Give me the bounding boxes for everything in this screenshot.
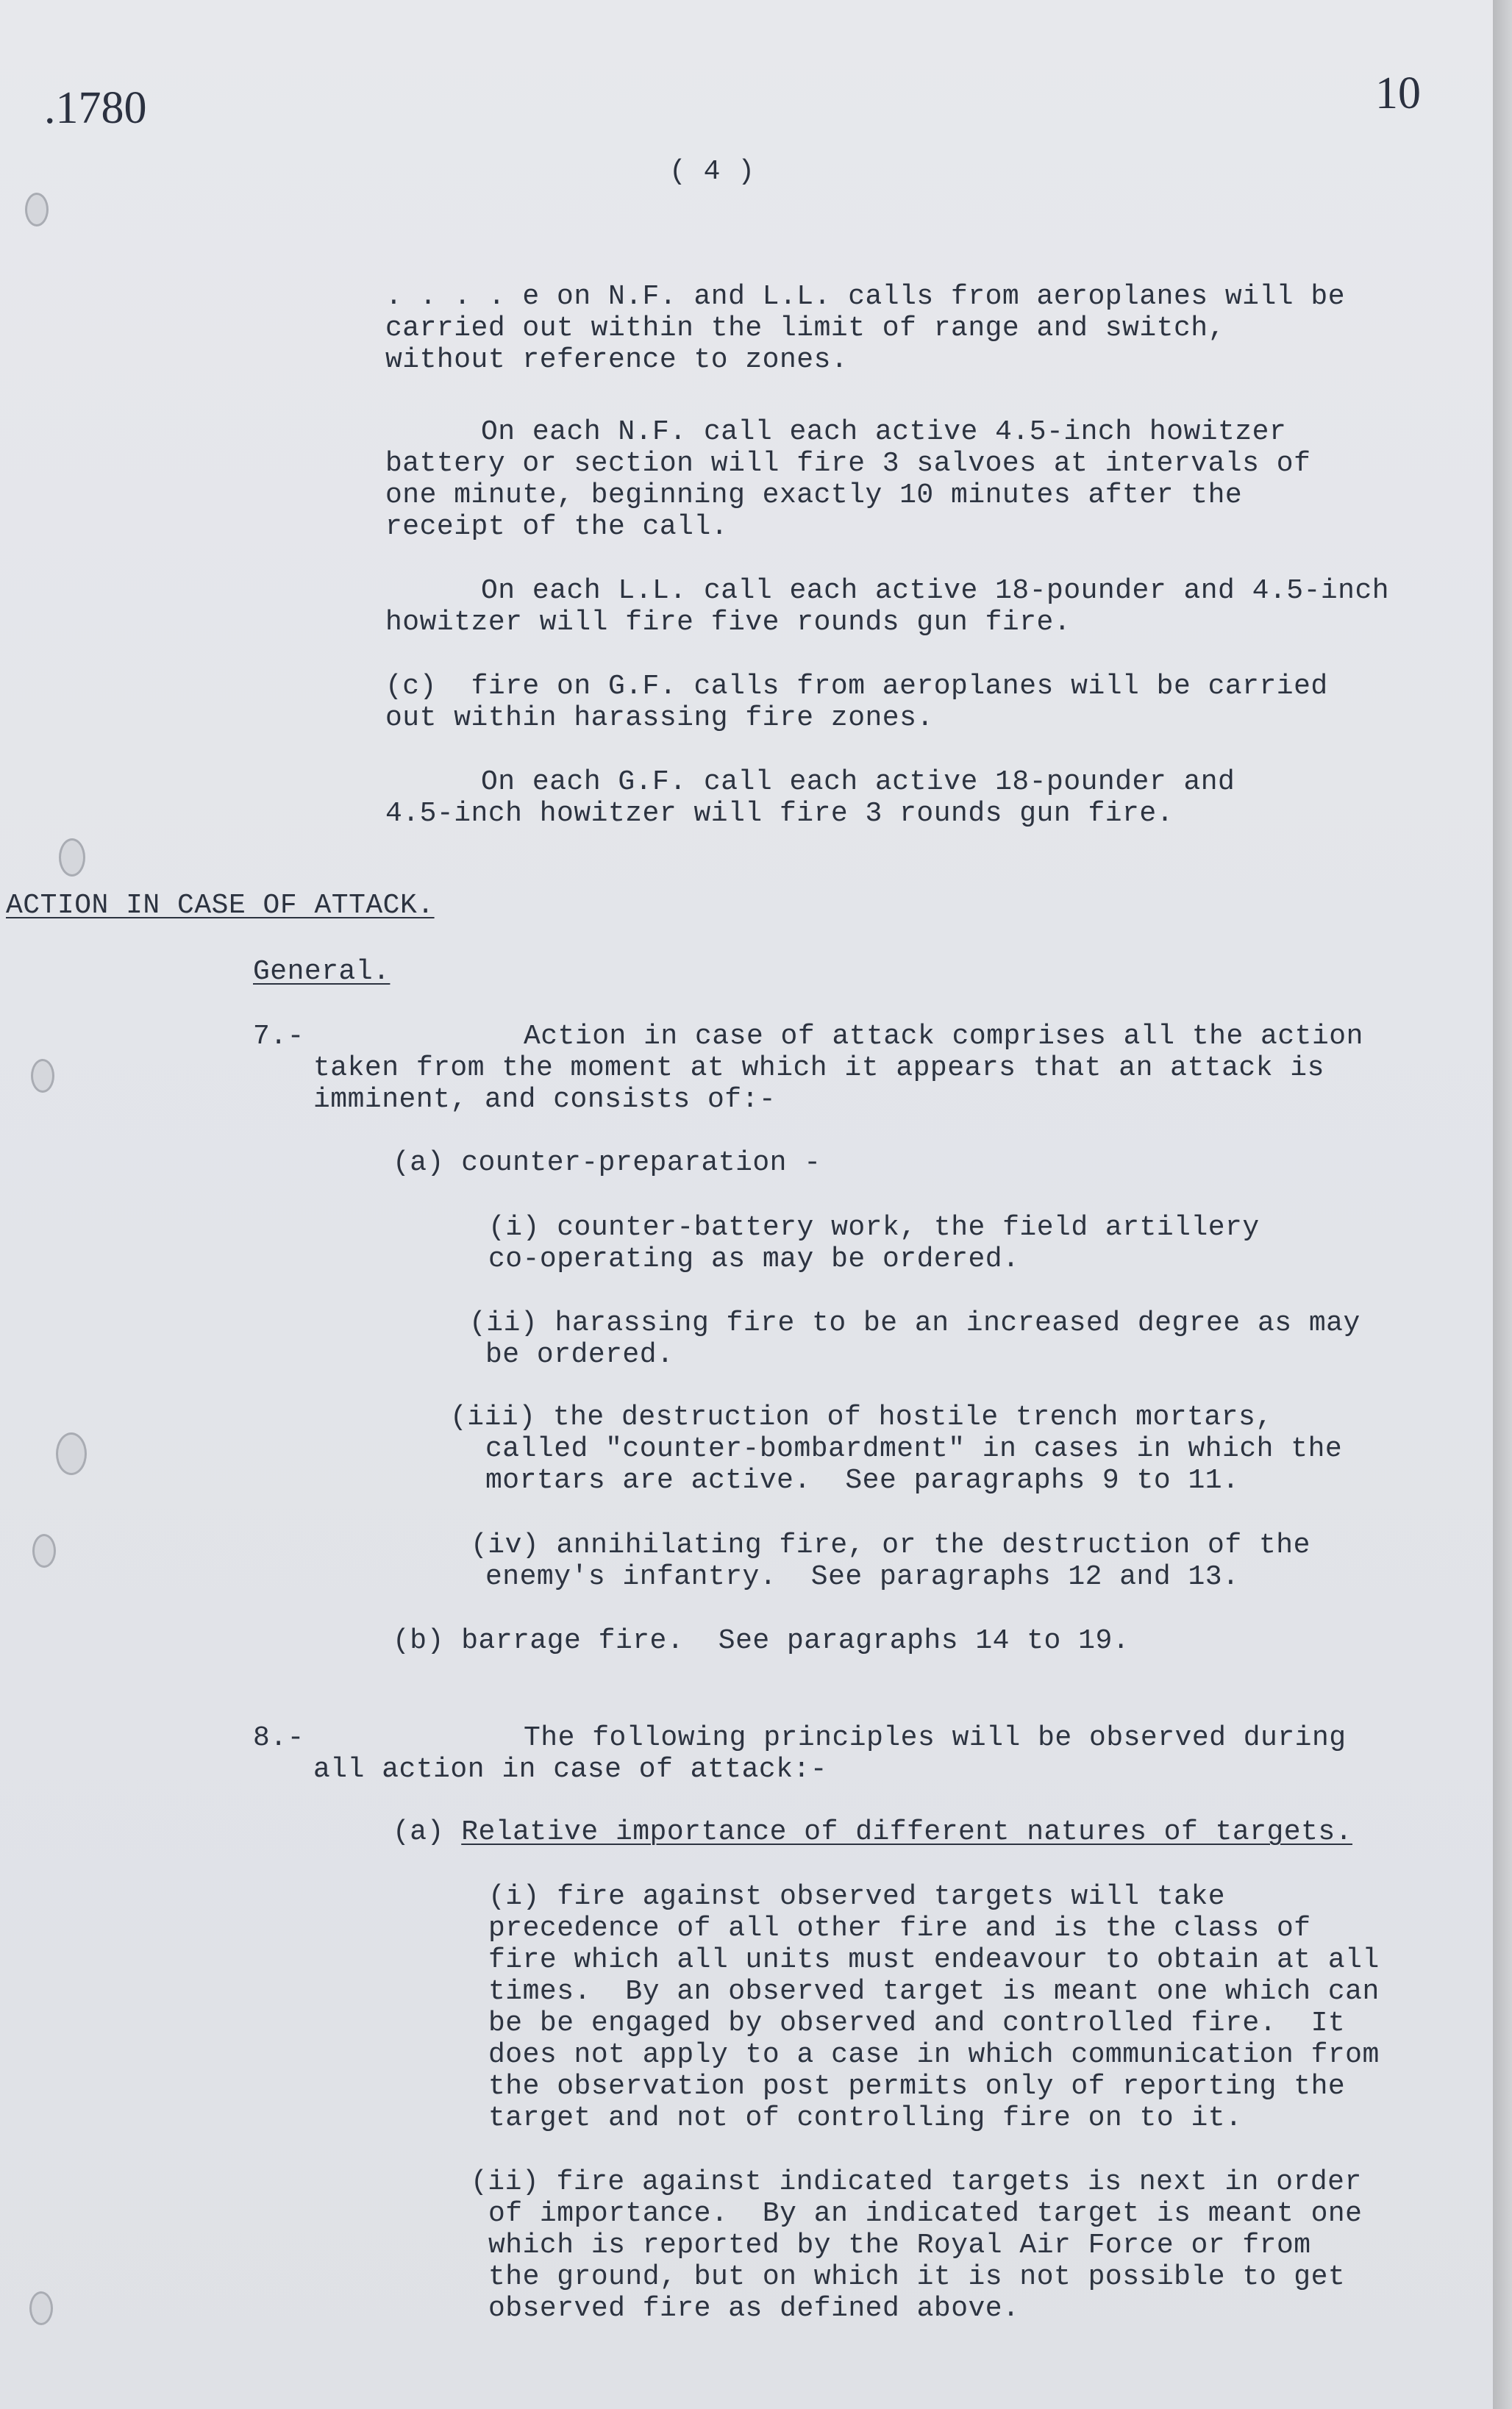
para8-line: The following principles will be observed during [524, 1722, 1347, 1754]
para8-sub-ii: the ground, but on which it is not possible to get [488, 2261, 1346, 2293]
para7-sub-ii: be ordered. [485, 1339, 674, 1371]
punch-hole [29, 2291, 53, 2325]
para7-sub-i: co-operating as may be ordered. [488, 1243, 1020, 1275]
paragraph-number: 7.- [253, 1021, 304, 1052]
folio-number: 10 [1375, 68, 1421, 118]
c-paragraph-line: out within harassing fire zones. [385, 702, 934, 734]
para7-sub-iii: (iii) the destruction of hostile trench mortars, [450, 1402, 1273, 1433]
para8-item-a [393, 1816, 1352, 1848]
para8-item-a-title: Relative importance of different natures of targets. [461, 1816, 1353, 1848]
page-edge [1493, 0, 1512, 2409]
nf-paragraph-line: receipt of the call. [385, 511, 729, 543]
para7-sub-ii: (ii) harassing fire to be an increased degree as may [469, 1307, 1361, 1339]
nf-paragraph-line: one minute, beginning exactly 10 minutes after the [385, 479, 1243, 511]
para7-item-a: (a) counter-preparation - [393, 1147, 821, 1179]
para8-item-a-prefix: (a) [393, 1816, 462, 1848]
para7-item-b: (b) barrage fire. See paragraphs 14 to 19. [393, 1625, 1130, 1657]
para7-sub-i: (i) counter-battery work, the field artillery [488, 1212, 1260, 1243]
ll-paragraph-line: On each L.L. call each active 18-pounder and 4.5-inch [481, 575, 1390, 607]
para8-sub-i: fire which all units must endeavour to obtain at all [488, 1944, 1380, 1976]
para8-sub-i: does not apply to a case in which communication from [488, 2039, 1380, 2071]
para8-sub-i: the observation post permits only of reporting the [488, 2071, 1346, 2102]
para8-sub-ii: of importance. By an indicated target is meant one [488, 2198, 1363, 2230]
para8-sub-i: target and not of controlling fire on to it. [488, 2102, 1243, 2134]
intro-line: carried out within the limit of range and switch, [385, 313, 1225, 344]
paragraph-number: 8.- [253, 1722, 304, 1754]
punch-hole [59, 838, 85, 877]
para7-sub-iii: mortars are active. See paragraphs 9 to 11. [485, 1465, 1240, 1496]
file-number: .1780 [44, 83, 147, 133]
intro-line: without reference to zones. [385, 344, 849, 376]
punch-hole [31, 1059, 54, 1093]
para7-sub-iv: (iv) annihilating fire, or the destruction of the [471, 1530, 1310, 1561]
para8-sub-ii: (ii) fire against indicated targets is next in order [471, 2166, 1362, 2198]
section-heading: ACTION IN CASE OF ATTACK. [6, 890, 435, 921]
gf-paragraph-line: On each G.F. call each active 18-pounder and [481, 766, 1235, 798]
para7-line: imminent, and consists of:- [313, 1084, 777, 1116]
intro-line: . . . . e on N.F. and L.L. calls from aeroplanes will be [385, 281, 1346, 313]
nf-paragraph-line: battery or section will fire 3 salvoes at intervals of [385, 448, 1311, 479]
ll-paragraph-line: howitzer will fire five rounds gun fire. [385, 607, 1071, 638]
gf-paragraph-line: 4.5-inch howitzer will fire 3 rounds gun fire. [385, 798, 1174, 829]
para8-sub-i: precedence of all other fire and is the class of [488, 1913, 1311, 1944]
para8-line: all action in case of attack:- [313, 1754, 828, 1785]
nf-paragraph-line: On each N.F. call each active 4.5-inch howitzer [481, 416, 1287, 448]
punch-hole [56, 1432, 87, 1475]
para7-line: taken from the moment at which it appears that an attack is [313, 1052, 1324, 1084]
section-subheading: General. [253, 956, 391, 988]
para7-line: Action in case of attack comprises all the action [524, 1021, 1363, 1052]
para8-sub-i: times. By an observed target is meant one which can [488, 1976, 1380, 2008]
para8-sub-ii: observed fire as defined above. [488, 2293, 1020, 2324]
para7-sub-iii: called "counter-bombardment" in cases in which the [485, 1433, 1343, 1465]
c-paragraph-line: (c) fire on G.F. calls from aeroplanes will be carried [385, 671, 1328, 702]
para7-sub-iv: enemy's infantry. See paragraphs 12 and 13. [485, 1561, 1240, 1593]
para8-sub-ii: which is reported by the Royal Air Force or from [488, 2230, 1311, 2261]
para8-sub-i: be be engaged by observed and controlled fire. It [488, 2008, 1346, 2039]
page-label: ( 4 ) [669, 156, 755, 188]
para8-sub-i: (i) fire against observed targets will take [488, 1881, 1226, 1913]
punch-hole [25, 193, 49, 226]
punch-hole [32, 1534, 56, 1568]
